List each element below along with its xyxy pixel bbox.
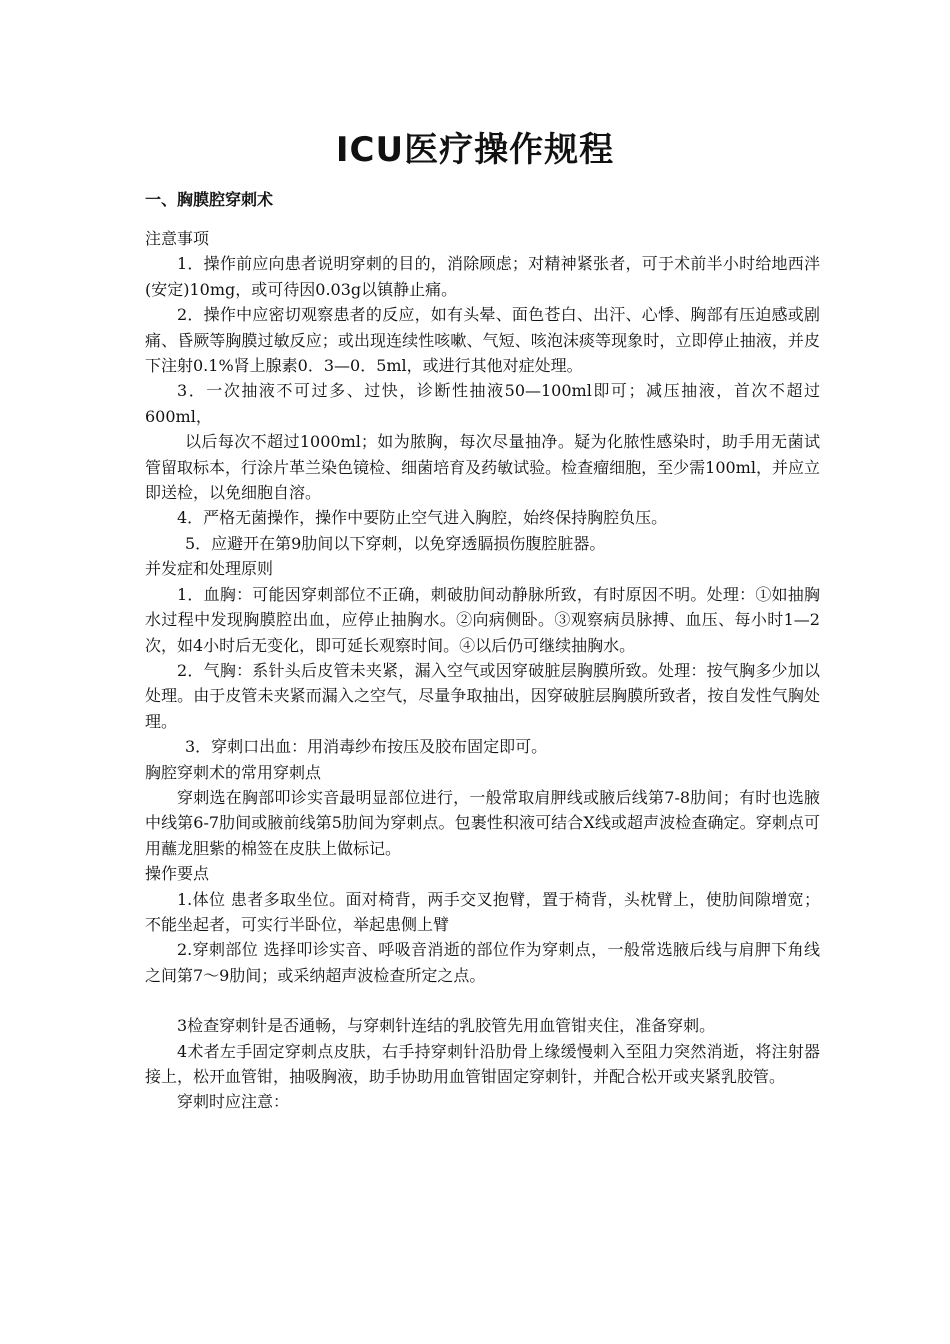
- subhead-notes: 注意事项: [145, 229, 210, 248]
- complication-paragraph-2: 2．气胸：系针头后皮管未夹紧，漏入空气或因穿破脏层胸膜所致。处理：按气胸多少加以处理。由于皮管未夹紧而漏入之空气，尽量争取抽出，因穿破脏层胸膜所致者，按自发性气胸处理。: [145, 660, 820, 731]
- operation-paragraph-5: 穿刺时应注意：: [177, 1092, 290, 1112]
- complication-paragraph-3: 3．穿刺口出血：用消毒纱布按压及胶布固定即可。: [185, 737, 548, 757]
- note-paragraph-5: 5．应避开在第9肋间以下穿刺，以免穿透膈损伤腹腔脏器。: [185, 533, 606, 553]
- note-paragraph-4: 4．严格无菌操作，操作中要防止空气进入胸腔，始终保持胸腔负压。: [177, 508, 668, 528]
- complication-paragraph-1: 1．血胸：可能因穿刺部位不正确，刺破肋间动静脉所致，有时原因不明。处理：①如抽胸水过程中发现胸膜腔出血，应停止抽胸水。②向病侧卧。③观察病员脉搏、血压、每小时1—2次，如4小时后无变化，即可延长观察时间。④以后仍可继续抽胸水。: [145, 584, 820, 655]
- note-paragraph-2: 2．操作中应密切观察患者的反应，如有头晕、面色苍白、出汗、心悸、胸部有压迫感或剧痛、昏厥等胸膜过敏反应；或出现连续性咳嗽、气短、咳泡沫痰等现象时，立即停止抽液，并皮下注射0.1%肾上腺素0．3—0．5ml，或进行其他对症处理。: [145, 305, 820, 376]
- document-body: [145, 188, 820, 1115]
- operation-paragraph-3: 3检查穿刺针是否通畅，与穿刺针连结的乳胶管先用血管钳夹住，准备穿刺。: [177, 1016, 716, 1036]
- subhead-puncture-points: 胸腔穿刺术的常用穿刺点: [145, 762, 322, 782]
- section-title: 一、胸膜腔穿刺术: [145, 190, 274, 209]
- note-paragraph-3: 3．一次抽液不可过多、过快，诊断性抽液50—100ml即可；减压抽液，首次不超过600ml，: [145, 381, 820, 426]
- note-paragraph-3-continued: 以后每次不超过1000ml；如为脓胸，每次尽量抽净。疑为化脓性感染时，助手用无菌试管留取标本，行涂片革兰染色镜检、细菌培育及药敏试验。检查瘤细胞，至少需100ml，并应立即送检，以免细胞自溶。: [145, 432, 820, 503]
- subhead-complications: 并发症和处理原则: [145, 559, 274, 579]
- note-paragraph-1: 1．操作前应向患者说明穿刺的目的，消除顾虑；对精神紧张者，可于术前半小时给地西泮(安定)10mg，或可待因0.03g以镇静止痛。: [145, 254, 820, 299]
- puncture-points-paragraph: 穿刺选在胸部叩诊实音最明显部位进行，一般常取肩胛线或腋后线第7-8肋间；有时也选腋中线第6-7肋间或腋前线第5肋间为穿刺点。包裹性积液可结合X线或超声波检查确定。穿刺点可用蘸龙胆紫的棉签在皮肤上做标记。: [145, 787, 820, 858]
- document-title: ICU医疗操作规程: [335, 130, 615, 170]
- subhead-operation-points: 操作要点: [145, 864, 210, 884]
- operation-paragraph-4: 4术者左手固定穿刺点皮肤，右手持穿刺针沿肋骨上缘缓慢刺入至阻力突然消逝，将注射器接上，松开血管钳，抽吸胸液，助手协助用血管钳固定穿刺针，并配合松开或夹紧乳胶管。: [145, 1041, 820, 1086]
- paragraph-gap: [145, 988, 820, 1013]
- operation-paragraph-1: 1.体位 患者多取坐位。面对椅背，两手交叉抱臂，置于椅背，头枕臂上，使肋间隙增宽；不能坐起者，可实行半卧位，举起患侧上臂: [145, 889, 820, 934]
- operation-paragraph-2: 2.穿刺部位 选择叩诊实音、呼吸音消逝的部位作为穿刺点，一般常选腋后线与肩胛下角线之间第7～9肋间；或采纳超声波检查所定之点。: [145, 940, 820, 985]
